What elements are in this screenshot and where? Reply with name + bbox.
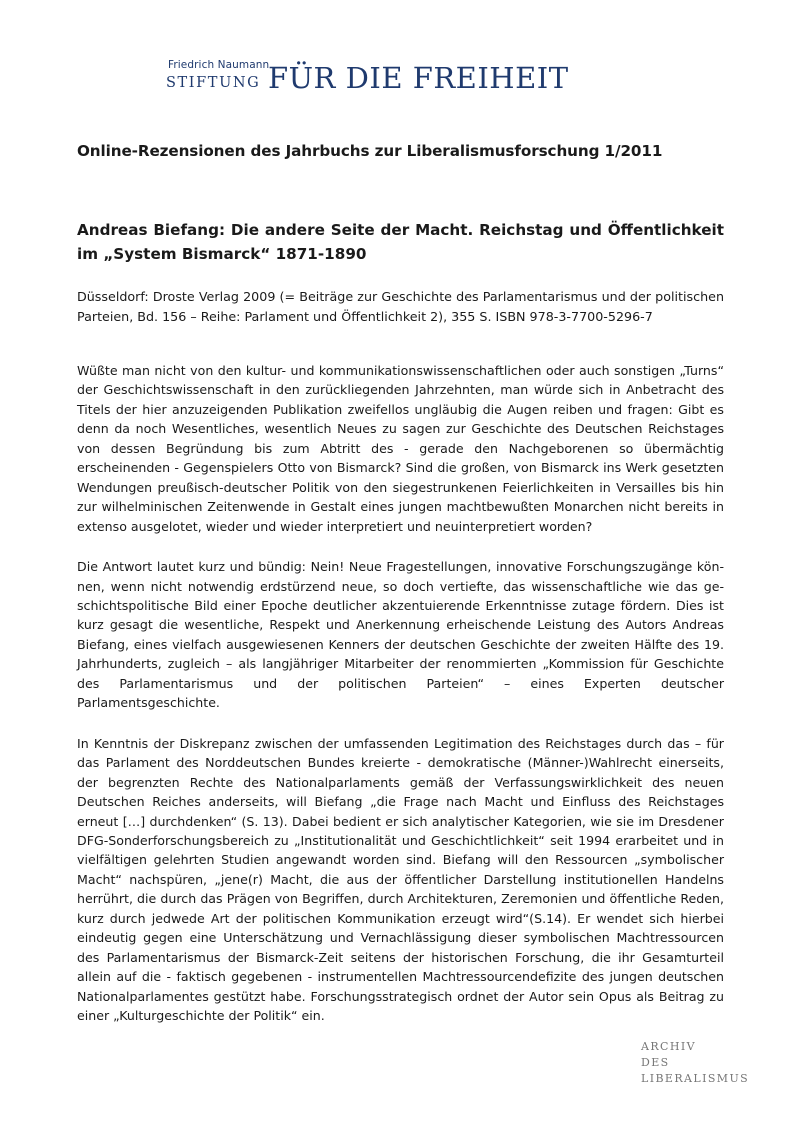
archive-logo	[641, 1039, 749, 1087]
logo-main-text: FÜR DIE FREIHEIT	[268, 61, 569, 95]
review-body	[77, 361, 724, 1047]
paragraph: In Kenntnis der Diskrepanz zwischen der umfassenden Legitimation des Reichstages durch das – für das Parlament des Norddeutschen Bundes kreierte - demokratische (Männer-)Wahlrecht einerseits, der begrenzten Rechte des Nationalparlaments gemäß der Verfassungswirklichkeit des neuen Deutschen Reiches anderseits, will Biefang „die Frage nach Macht und Einfluss des Reichstages erneut […] durchdenken“ (S. 13). Dabei bedient er sich analytischer Kategorien, wie sie im Dresdener DFG-Sonderforschungsbereich zu „Institutionalität und Geschichtlichkeit“ seit 1994 erarbeitet und in vielfältigen gelehrten Studien angewandt worden sind. Biefang will den Ressourcen „symbolischer Macht“ nachspüren, „jene(r) Macht, die aus der öffentlicher Darstellung institutionellen Handelns herrührt, die durch das Prägen von Begriffen, durch Architekturen, Zeremonien und öffentliche Reden, kurz durch jedwede Art der politischen Kommunikation erzeugt wird“(S.14). Er wendet sich hierbei eindeutig gegen eine Unterschätzung und Vernachlässigung dieser symbolischen Machtressourcen des Parlamentarismus der Bismarck-Zeit seitens der historischen Forschung, die ihr Gesamturteil allein auf die - faktisch gegebenen - instrumentellen Machtressourcendefizite des jungen deutschen Nationalparlamentes gestützt habe. Forschungsstrategisch ordnet der Autor sein Opus als Beitrag zu einer „Kulturgeschichte der Politik“ ein.	[77, 735, 724, 1024]
bibliographic-info: Düsseldorf: Droste Verlag 2009 (= Beiträge zur Geschichte des Parlamentarismus und der politischen Parteien, Bd. 156 – Reihe: Parlament und Öffentlichkeit 2), 355 S. ISBN 978-3-7700-5296-7	[77, 289, 724, 324]
logo-line-stiftung: STIFTUNG	[166, 75, 261, 91]
foundation-logo	[165, 60, 603, 98]
archive-logo-line: ARCHIV	[641, 1040, 696, 1053]
paragraph: Die Antwort lautet kurz und bündig: Nein! Neue Fragestellungen, innovative Forschungszugänge können, wenn nicht notwendig erdstürzend neue, so doch vertiefte, das wissenschaftliche wie das geschichtspolitische Bild einer Epoche deutlicher akzentuierende Erkenntnisse zutage fördern. Dies ist kurz gesagt die wesentliche, Respekt und Anerkennung erheischende Leistung des Autors Andreas Biefang, eines vielfach ausgewiesenen Kenners der deutschen Geschichte der zweiten Hälfte des 19. Jahrhunderts, zugleich – als langjähriger Mitarbeiter der renommierten „Kommission für Geschichte des Parlamentarismus und der politischen Parteien“ – eines Experten deutscher Parlamentsgeschichte.	[77, 559, 724, 711]
review-title: Andreas Biefang: Die andere Seite der Macht. Reichstag und Öffentlichkeit im „System Bismarck“ 1871-1890	[77, 221, 724, 263]
archive-logo-line: DES	[641, 1056, 670, 1069]
publication-header: Online-Rezensionen des Jahrbuchs zur Liberalismusforschung 1/2011	[77, 142, 663, 160]
paragraph: Wüßte man nicht von den kultur- und kommunikationswissenschaftlichen oder auch sonstigen „Turns“ der Geschichtswissenschaft in den zurückliegenden Jahrzehnten, man würde sich in Anbetracht des Titels der hier anzuzeigenden Publikation zweifellos ungläubig die Augen reiben und fragen: Gibt es denn da noch Wesentliches, wesentlich Neues zu sagen zur Geschichte des Deutschen Reichstages von dessen Begründung bis zum Abtritt des - gerade den Nachgeborenen so übermächtig erscheinenden - Gegenspielers Otto von Bismarck? Sind die großen, von Bismarck ins Werk gesetzten Wendungen preußisch-deutscher Politik von den siegestrunkenen Feierlichkeiten in Versailles bis hin zur wilhelminischen Zeitenwende in Gestalt eines jungen machtbewußten Monarchen nicht bereits in extenso ausgelotet, wieder und wieder interpretiert und neuinterpretiert worden?	[77, 363, 724, 534]
archive-logo-line: LIBERALISMUS	[641, 1072, 750, 1085]
logo-line-foundation-name: Friedrich Naumann	[168, 59, 270, 71]
